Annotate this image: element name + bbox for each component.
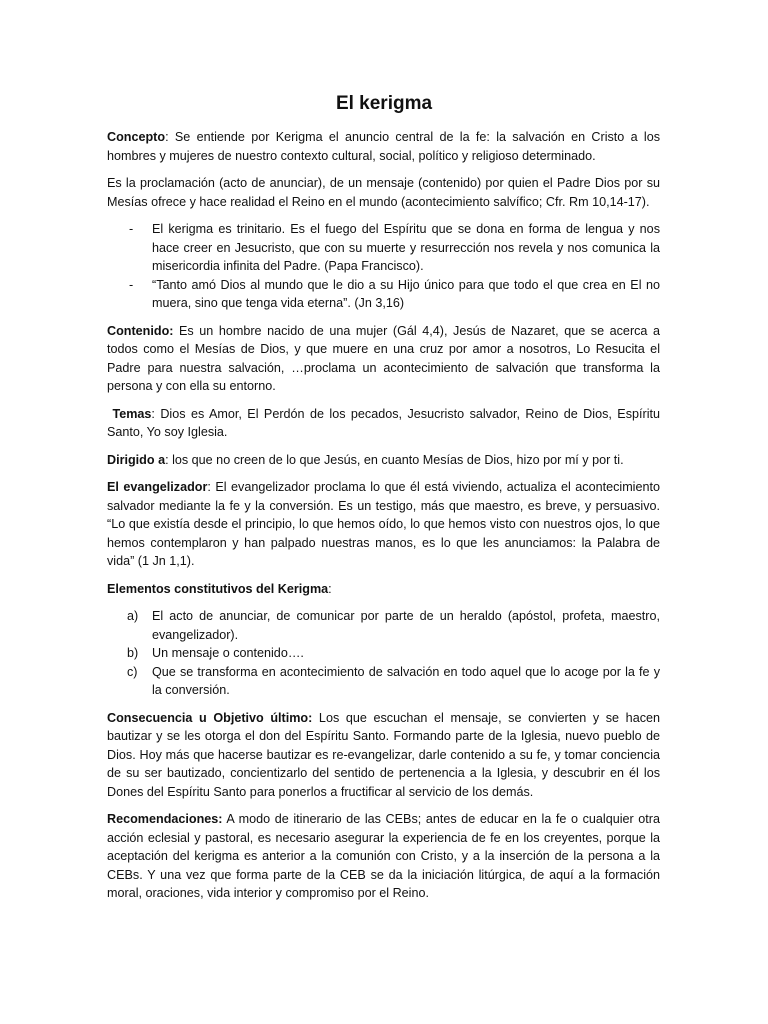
proclamacion-paragraph: Es la proclamación (acto de anunciar), de un mensaje (contenido) por quien el Padre Dios por su Mesías ofrece y hace realidad el Reino en el mundo (acontecimiento salvífico; Cfr. Rm 10,14-17). xyxy=(107,176,660,209)
concepto-text: : Se entiende por Kerigma el anuncio central de la fe: la salvación en Cristo a los hombres y mujeres de nuestro contexto cultural, social, político y religioso determinado. xyxy=(107,130,660,163)
list-marker: - xyxy=(129,222,134,236)
dash-list-item xyxy=(107,220,660,276)
alpha-list-item xyxy=(107,607,660,644)
list-marker: c) xyxy=(127,664,138,679)
dirigido-text: : los que no creen de lo que Jesús, en cuanto Mesías de Dios, hizo por mí y por ti. xyxy=(165,452,624,467)
recomendaciones-label: Recomendaciones: xyxy=(107,812,223,826)
document-body xyxy=(107,128,660,912)
recomendaciones-paragraph xyxy=(107,810,660,903)
elementos-heading xyxy=(107,580,660,599)
alpha-list-item xyxy=(107,663,660,700)
contenido-paragraph xyxy=(107,322,660,396)
dirigido-paragraph xyxy=(107,451,660,470)
evangelizador-label: El evangelizador xyxy=(107,480,208,494)
temas-text: : Dios es Amor, El Perdón de los pecados, Jesucristo salvador, Reino de Dios, Espíritu Santo, Yo soy Iglesia. xyxy=(107,406,660,439)
concepto-paragraph xyxy=(107,128,660,165)
list-marker: a) xyxy=(127,609,139,623)
temas-paragraph xyxy=(107,405,660,442)
list-item-text: El acto de anunciar, de comunicar por parte de un heraldo (apóstol, profeta, maestro, evangelizador). xyxy=(152,609,660,642)
list-marker: - xyxy=(129,277,134,292)
list-item-text: Que se transforma en acontecimiento de salvación en todo aquel que lo acoge por la fe y la conversión. xyxy=(152,664,660,697)
elementos-suffix: : xyxy=(328,581,332,596)
consecuencia-paragraph xyxy=(107,709,660,802)
consecuencia-label: Consecuencia u Objetivo último: xyxy=(107,710,313,725)
list-item-text: El kerigma es trinitario. Es el fuego del Espíritu que se dona en forma de lengua y nos hace creer en Jesucristo, que con su muerte y resurrección nos revela y nos comunica la misericordia infinita del Padre. (Papa Francisco). xyxy=(152,222,660,273)
elementos-label: Elementos constitutivos del Kerigma xyxy=(107,581,329,596)
list-marker: b) xyxy=(127,646,139,660)
page-title: El kerigma xyxy=(335,93,433,114)
dash-list xyxy=(107,220,660,313)
consecuencia-text: Los que escuchan el mensaje, se convierten y se hacen bautizar y se les otorga el don del Espíritu Santo. Formando parte de la Iglesia, nuevo pueblo de Dios. Hoy más que hacerse bautizar es re-evangelizar, darle contenido a su fe, y tomar conciencia de su ser bautizado, concientizarlo del sentido de pertenencia a la Iglesia, y descubrir en él los Dones del Espíritu Santo para ponerlos a fructificar al servicio de los demás. xyxy=(107,710,660,799)
contenido-text: Es un hombre nacido de una mujer (Gál 4,4), Jesús de Nazaret, que se acerca a todos como el Mesías de Dios, y que muere en una cruz por amor a nosotros, Lo Resucita el Padre para nuestra salvación, …proclama un acontecimiento de salvación que transforma la persona y con ella su entorno. xyxy=(107,323,660,393)
dash-list-item xyxy=(107,276,660,313)
alpha-list-item xyxy=(107,644,660,663)
list-item-text: “Tanto amó Dios al mundo que le dio a su Hijo único para que todo el que crea en El no muera, sino que tenga vida eterna”. (Jn 3,16) xyxy=(152,277,660,310)
temas-label: Temas xyxy=(112,406,152,421)
evangelizador-paragraph xyxy=(107,478,660,571)
alpha-list xyxy=(107,607,660,700)
contenido-label: Contenido: xyxy=(107,323,174,338)
concepto-label: Concepto xyxy=(107,130,166,144)
evangelizador-text: : El evangelizador proclama lo que él está viviendo, actualiza el acontecimiento salvador mediante la fe y la conversión. Es un testigo, más que maestro, es breve, y persuasivo. “Lo que existía desde el principio, lo que hemos oído, lo que hemos visto con nuestros ojos, lo que hemos contemplaron y han palpado nuestras manos, es lo que les anunciamos: la Palabra de vida” (1 Jn 1,1). xyxy=(107,480,660,568)
list-item-text: Un mensaje o contenido…. xyxy=(152,646,304,660)
recomendaciones-text: A modo de itinerario de las CEBs; antes de educar en la fe o cualquier otra acción eclesial y pastoral, es necesario asegurar la experiencia de fe en los creyentes, porque la aceptación del kerigma es anterior a la comunión con Cristo, y a la inserción de la persona a la CEBs. Y una vez que forma parte de la CEB se da la iniciación litúrgica, de aquí a la formación moral, oraciones, vida interior y compromiso por el Reino. xyxy=(107,812,660,900)
dirigido-label: Dirigido a xyxy=(107,452,166,467)
